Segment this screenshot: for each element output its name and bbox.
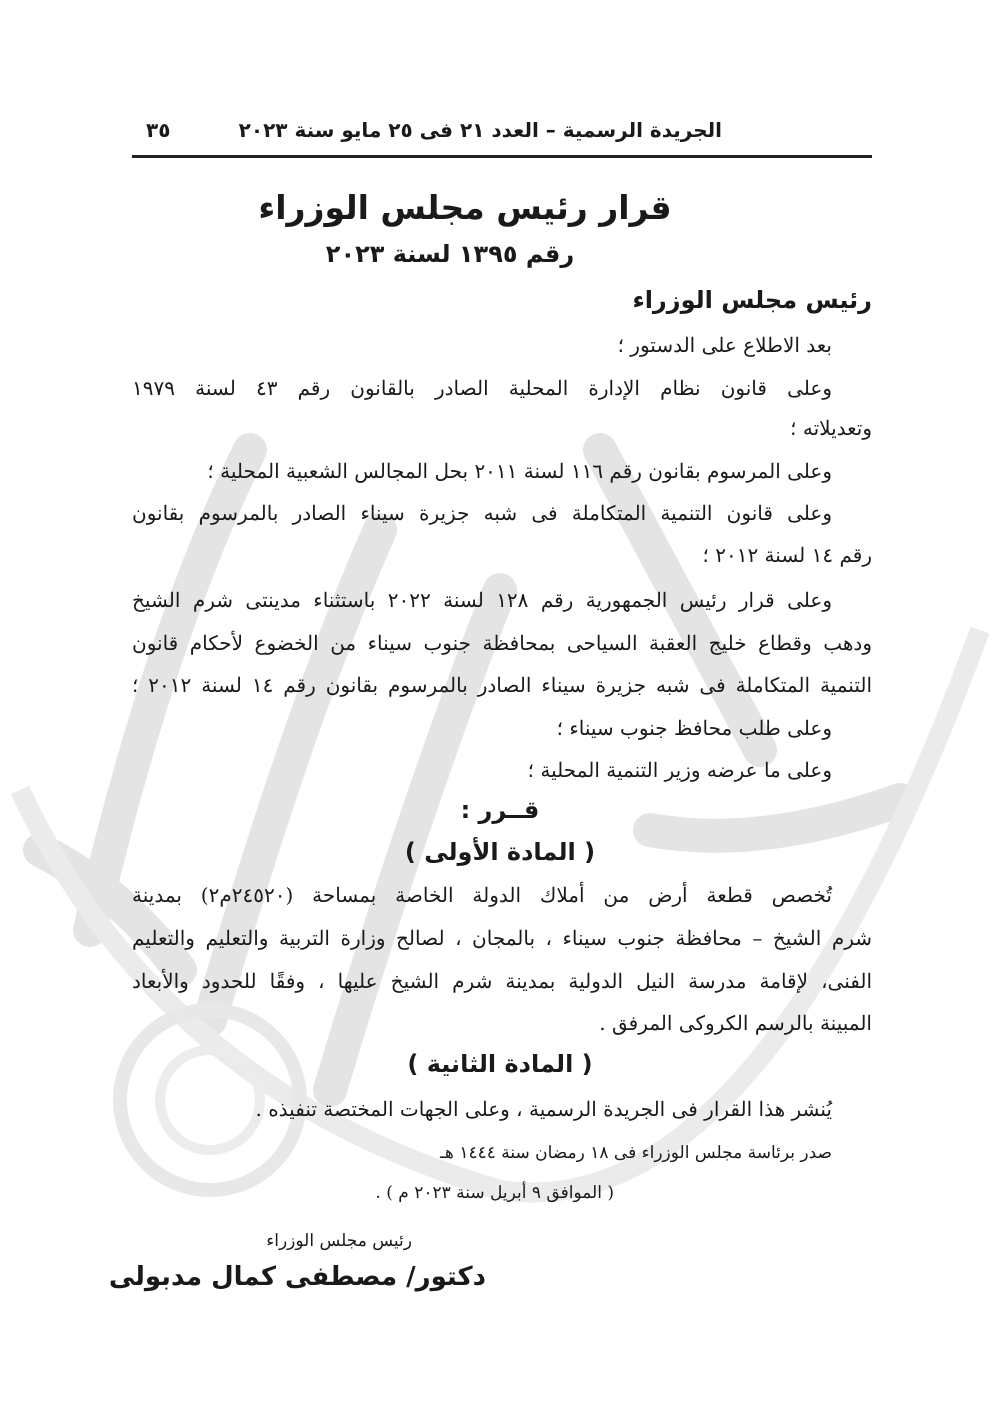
article-1-line: شرم الشيخ – محافظة جنوب سيناء ، بالمجان ، لصالح وزارة التربية والتعليم والتعليم [132,926,872,950]
preamble-line: وعلى قرار رئيس الجمهورية رقم ١٢٨ لسنة ٢٠٢٢ باستثناء مدينتى شرم الشيخ [132,588,832,612]
preamble-line: وعلى قانون نظام الإدارة المحلية الصادر بالقانون رقم ٤٣ لسنة ١٩٧٩ [132,376,832,400]
decree-title: قرار رئيس مجلس الوزراء [258,188,672,227]
preamble-line: وعلى المرسوم بقانون رقم ١١٦ لسنة ٢٠١١ بحل المجالس الشعبية المحلية ؛ [207,459,832,483]
page-header [132,112,872,152]
preamble-line: التنمية المتكاملة فى شبه جزيرة سيناء الصادر بالمرسوم بقانون رقم ١٤ لسنة ٢٠١٢ ؛ [132,673,873,697]
issuer-heading: رئيس مجلس الوزراء [632,286,872,314]
preamble-line: وعلى طلب محافظ جنوب سيناء ؛ [556,716,832,740]
article-2-heading: ( المادة الثانية ) [407,1050,593,1078]
preamble-line: وعلى قانون التنمية المتكاملة فى شبه جزيرة سيناء الصادر بالمرسوم بقانون [132,501,832,525]
article-1-line: المبينة بالرسم الكروكى المرفق . [599,1011,872,1035]
issued-line-1: صدر برئاسة مجلس الوزراء فى ١٨ رمضان سنة ١٤٤٤ هـ [439,1143,832,1163]
preamble-line: وعلى ما عرضه وزير التنمية المحلية ؛ [527,758,832,782]
article-1-heading: ( المادة الأولى ) [404,838,596,866]
preamble-line: بعد الاطلاع على الدستور ؛ [617,333,832,357]
decree-number: رقم ١٣٩٥ لسنة ٢٠٢٣ [325,240,575,268]
header-rule [132,155,872,158]
signature-name: دكتور/ مصطفى كمال مدبولى [108,1262,486,1292]
signature-title: رئيس مجلس الوزراء [266,1231,412,1251]
preamble-line: وتعديلاته ؛ [790,416,872,440]
preamble-line: رقم ١٤ لسنة ٢٠١٢ ؛ [702,543,872,567]
page-number: ٣٥ [146,118,171,142]
preamble-line: ودهب وقطاع خليج العقبة السياحى بمحافظة جنوب سيناء من الخضوع لأحكام قانون [132,631,872,655]
article-1-line: الفنى، لإقامة مدرسة النيل الدولية بمدينة شرم الشيخ عليها ، وفقًا للحدود والأبعاد [132,969,872,993]
header-title: الجريدة الرسمية – العدد ٢١ فى ٢٥ مايو سنة ٢٠٢٣ [238,118,722,142]
decided-heading: قــرر : [460,796,540,824]
article-1-line: تُخصص قطعة أرض من أملاك الدولة الخاصة بمساحة (٢٤٥٢٠م٢) بمدينة [132,883,832,907]
issued-line-2: ( الموافق ٩ أبريل سنة ٢٠٢٣ م ) . [375,1183,614,1203]
article-2-text: يُنشر هذا القرار فى الجريدة الرسمية ، وعلى الجهات المختصة تنفيذه . [255,1097,832,1121]
